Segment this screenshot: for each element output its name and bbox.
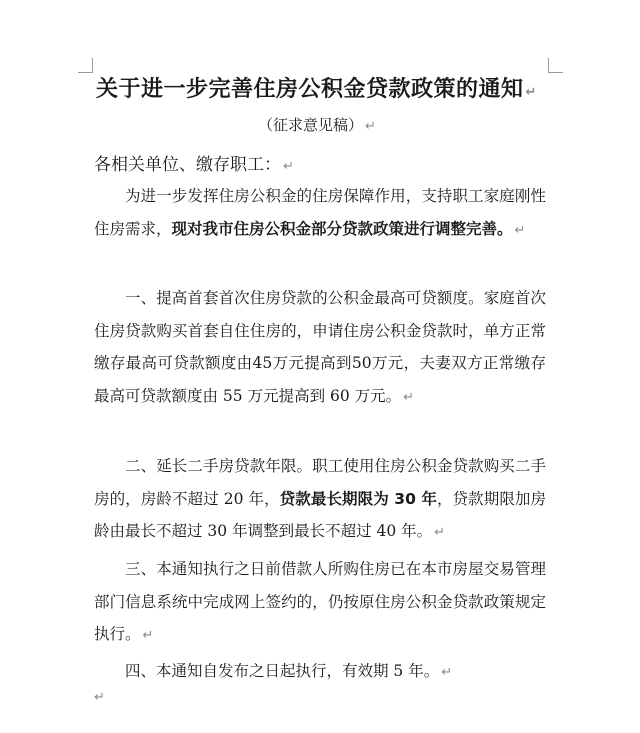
page-corner-mark-top-right [548, 58, 563, 73]
item-1-paragraph: 一、提高首套首次住房贷款的公积金最高可贷额度。家庭首次住房贷款购买首套自住住房的，申请住房公积金贷款时，单方正常缴存最高可贷款额度由45万元提高到50万元，夫妻双方正常缴存最高可贷款额度由 55 万元提高到 60 万元。 ↵ [94, 289, 546, 405]
paragraph-mark-icon: ↵ [283, 159, 294, 174]
item-2-bold-text: 贷款最长期限为 30 年 [279, 489, 437, 508]
document-title: 关于进一步完善住房公积金贷款政策的通知 ↵ [96, 76, 537, 102]
paragraph-mark-icon: ↵ [403, 389, 415, 405]
intro-bold-text: 现对我市住房公积金部分贷款政策进行调整完善。 [171, 219, 513, 238]
paragraph-mark-icon: ↵ [441, 665, 453, 680]
paragraph-mark-icon: ↵ [365, 119, 376, 134]
item-2-paragraph: 二、延长二手房贷款年限。职工使用住房公积金贷款购买二手房的，房龄不超过 20 年，贷款最长期限为 30 年，贷款期限加房龄由最长不超过 30 年调整到最长不超过 40 年。 ↵ [94, 457, 546, 540]
document-subtitle: （征求意见稿） ↵ [258, 116, 376, 134]
paragraph-mark-icon: ↵ [525, 85, 537, 100]
paragraph-mark-icon: ↵ [142, 628, 154, 643]
intro-paragraph: 为进一步发挥住房公积金的住房保障作用，支持职工家庭刚性住房需求，现对我市住房公积金部分贷款政策进行调整完善。 ↵ [94, 187, 546, 238]
page-corner-mark-top-left [78, 58, 93, 73]
salutation: 各相关单位、缴存职工： ↵ [94, 155, 294, 175]
item-4-paragraph: 四、本通知自发布之日起执行，有效期 5 年。 ↵ [125, 662, 453, 680]
item-3-paragraph: 三、本通知执行之日前借款人所购住房已在本市房屋交易管理部门信息系统中完成网上签约的，仍按原住房公积金贷款政策规定执行。 ↵ [94, 560, 546, 643]
paragraph-mark-icon: ↵ [434, 525, 446, 540]
paragraph-mark-icon: ↵ [514, 222, 526, 238]
paragraph-mark-icon: ↵ [94, 690, 105, 705]
